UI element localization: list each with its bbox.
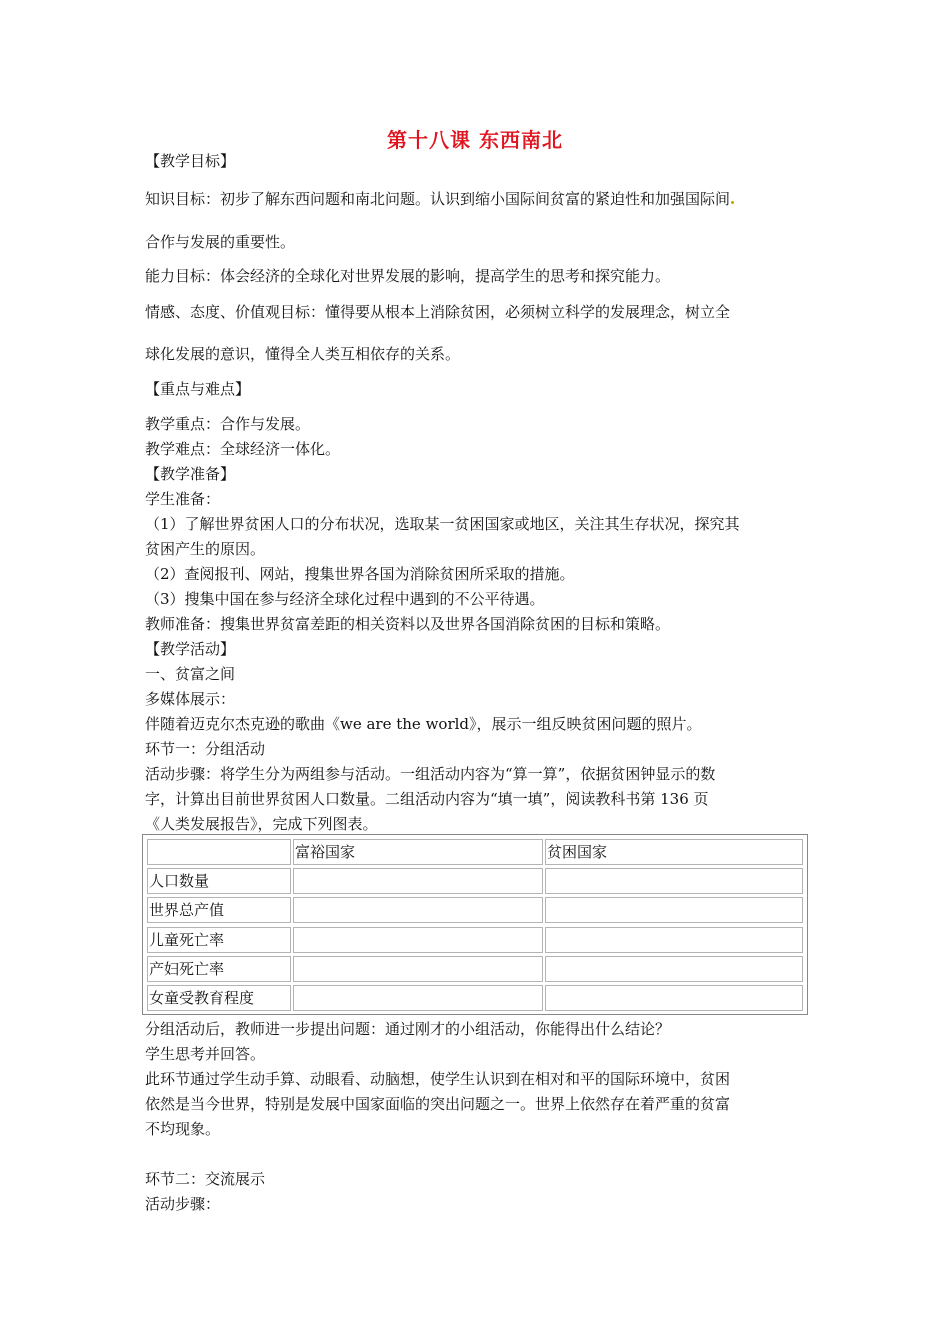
section-heading-preparation: 【教学准备】 bbox=[145, 465, 236, 483]
page-title: 第十八课 东西南北 bbox=[387, 128, 563, 152]
paragraph-line: 《人类发展报告》，完成下列图表。 bbox=[145, 815, 378, 833]
table-row-label: 世界总产值 bbox=[147, 897, 291, 923]
comparison-table bbox=[142, 834, 808, 1015]
paragraph-line: 合作与发展的重要性。 bbox=[145, 233, 296, 251]
paragraph-line: 伴随着迈克尔杰克逊的歌曲《we are the world》，展示一组反映贫困问题的照片。 bbox=[145, 715, 702, 733]
paragraph-line: 能力目标：体会经济的全球化对世界发展的影响，提高学生的思考和探究能力。 bbox=[145, 267, 671, 285]
table-cell bbox=[545, 897, 803, 923]
paragraph-line: 学生思考并回答。 bbox=[145, 1045, 266, 1063]
paragraph-line: （1）了解世界贫困人口的分布状况，选取某一贫困国家或地区，关注其生存状况，探究其 bbox=[145, 515, 740, 533]
paragraph-line: 字，计算出目前世界贫困人口数量。二组活动内容为“填一填”，阅读教科书第 136 页 bbox=[145, 790, 709, 808]
section-heading-focus: 【重点与难点】 bbox=[145, 380, 251, 398]
paragraph-line: 贫困产生的原因。 bbox=[145, 540, 266, 558]
table-header-cell: 贫困国家 bbox=[545, 839, 803, 865]
table-row-label: 人口数量 bbox=[147, 868, 291, 894]
paragraph-line: 不均现象。 bbox=[145, 1120, 221, 1138]
paragraph-line: 环节一：分组活动 bbox=[145, 740, 266, 758]
table-row-label: 女童受教育程度 bbox=[147, 985, 291, 1011]
table-cell bbox=[545, 985, 803, 1011]
table-row-label: 儿童死亡率 bbox=[147, 927, 291, 953]
paragraph-line: 此环节通过学生动手算、动眼看、动脑想，使学生认识到在相对和平的国际环境中，贫困 bbox=[145, 1070, 731, 1088]
paragraph-line: 活动步骤： bbox=[145, 1195, 221, 1213]
table-cell bbox=[293, 956, 543, 982]
paragraph-line bbox=[145, 189, 815, 209]
paragraph-line: 教学难点：全球经济一体化。 bbox=[145, 440, 341, 458]
table-cell bbox=[293, 868, 543, 894]
paragraph-line: 球化发展的意识，懂得全人类互相依存的关系。 bbox=[145, 345, 461, 363]
paragraph-line: 多媒体展示： bbox=[145, 690, 236, 708]
paragraph-line: （3）搜集中国在参与经济全球化过程中遇到的不公平待遇。 bbox=[145, 590, 545, 608]
paragraph-line: 分组活动后，教师进一步提出问题：通过刚才的小组活动，你能得出什么结论？ bbox=[145, 1020, 671, 1038]
table-cell bbox=[293, 927, 543, 953]
paragraph-text: 知识目标：初步了解东西问题和南北问题。认识到缩小国际间贫富的紧迫性和加强国际间 bbox=[145, 190, 731, 208]
highlight-dot-icon bbox=[731, 201, 734, 204]
section-heading-activities: 【教学活动】 bbox=[145, 640, 236, 658]
section-heading-objectives: 【教学目标】 bbox=[145, 152, 236, 170]
table-row-label: 产妇死亡率 bbox=[147, 956, 291, 982]
paragraph-line: 环节二：交流展示 bbox=[145, 1170, 266, 1188]
table-cell bbox=[545, 868, 803, 894]
paragraph-line: （2）查阅报刊、网站，搜集世界各国为消除贫困所采取的措施。 bbox=[145, 565, 575, 583]
paragraph-line: 一、贫富之间 bbox=[145, 665, 236, 683]
paragraph-line: 活动步骤：将学生分为两组参与活动。一组活动内容为“算一算”，依据贫困钟显示的数 bbox=[145, 765, 716, 783]
table-header-cell: 富裕国家 bbox=[293, 839, 543, 865]
table-header-cell bbox=[147, 839, 291, 865]
paragraph-line: 依然是当今世界，特别是发展中国家面临的突出问题之一。世界上依然存在着严重的贫富 bbox=[145, 1095, 731, 1113]
paragraph-line: 学生准备： bbox=[145, 490, 221, 508]
paragraph-line: 情感、态度、价值观目标：懂得要从根本上消除贫困，必须树立科学的发展理念，树立全 bbox=[145, 303, 731, 321]
paragraph-line: 教学重点：合作与发展。 bbox=[145, 415, 311, 433]
table-cell bbox=[293, 897, 543, 923]
table-cell bbox=[293, 985, 543, 1011]
table-cell bbox=[545, 927, 803, 953]
table-cell bbox=[545, 956, 803, 982]
paragraph-line: 教师准备：搜集世界贫富差距的相关资料以及世界各国消除贫困的目标和策略。 bbox=[145, 615, 671, 633]
